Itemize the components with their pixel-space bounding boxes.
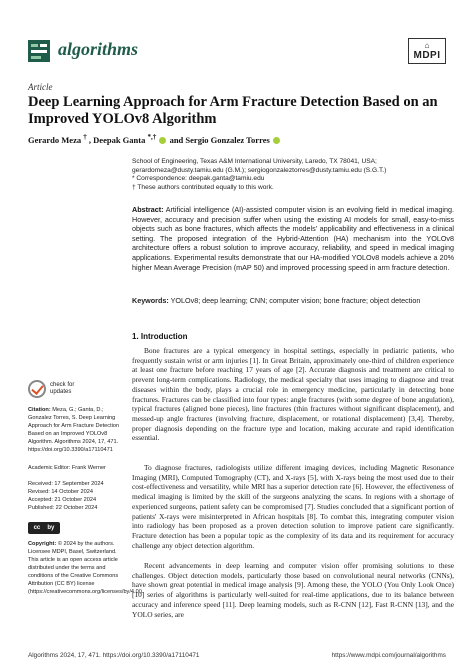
algorithms-logo-icon [28,40,50,62]
check-updates-icon [28,380,46,398]
copyright-block [28,540,144,596]
orcid-icon[interactable] [159,137,166,144]
author-name[interactable]: Deepak Ganta [93,134,146,145]
footer-citation[interactable]: Algorithms 2024, 17, 471. https://doi.org/10.3390/a17110471 [28,652,200,659]
keywords-label: Keywords: [132,296,169,305]
intro-paragraph-2: To diagnose fractures, radiologists utilize different imaging devices, including Magnetic Resonance Imaging (MRI), Computed Tomography (CT), and X-rays [5], with X-rays being the most used due to their cost-effectiveness and versatility, while MRI has a superior detection rate [6]. However, the effectiveness of medical imaging is limited by the skill of the surgeons analyzing the scans. In regions with a shortage of experienced surgeons, patient safety can be compromised [7]. Studies concluded that a significant portion of patients' X-rays were misinterpreted in African hospitals [8]. To combat this, integrating computer vision into radiology has been proposed as a proven detection solution to improve patient care significantly. Fracture detection has been a popular topic as the complexity of its data and its requirement for accuracy challenge any object detection algorithm. [132,463,454,550]
intro-paragraph-3: Recent advancements in deep learning and computer vision offer promising solutions to these challenges. Object detection models, particularly those based on convolutional neural networks (CNNs), have shown great potential in medical image analysis [9]. Among these, the YOLO (You Only Look Once) [10] series of algorithms is particularly well-suited for real-time applications, due to its balance between accuracy and inference speed [11]. Deep learning models, such as R-CNN [12], Fast R-CNN [13], and the YOLO series, are [132,561,454,619]
check-updates-label: check for updates [50,382,75,395]
article-title: Deep Learning Approach for Arm Fracture Detection Based on an Improved YOLOv8 Algorithm [28,94,438,127]
citation-text: Meza, G.; Ganta, D.; Gonzalez Torres, S. Deep Learning Approach for Arm Fracture Detection Based on an Improved YOLOv8 Algorithm. Algorithms 2024, 17, 471. https://doi.org/10.3390/a17110471 [28,407,120,453]
published-date: Published: 22 October 2024 [28,505,98,511]
footer-journal-url[interactable]: https://www.mdpi.com/journal/algorithms [331,652,446,659]
abstract-text: Artificial intelligence (AI)-assisted computer vision is an evolving field in medical imaging. However, accuracy and precision suffer when using the existing AI models for small, easy-to-miss objects such as bone fractures, which affects the models' applicability and effectiveness in a clinical setting. The proposed integration of the Hybrid-Attention (HA) mechanism into the YOLOv8 architecture offers a robust solution to improve accuracy, reliability, and speed in medical imaging applications. Experimental results demonstrate that our HA-modified YOLOv8 models achieve a 20% higher Mean Average Precision (mAP 50) and improved processing speed in arm fracture detection. [132,205,454,272]
author-name[interactable]: Gerardo Meza [28,134,82,145]
received-date: Received: 17 September 2024 [28,481,104,487]
affiliation-line: gerardomeza@dusty.tamiu.edu (G.M.); sergiogonzaleztorres@dusty.tamiu.edu (S.G.T.) [132,166,387,174]
accepted-date: Accepted: 21 October 2024 [28,497,97,503]
author-marks: *,† [147,133,157,141]
page-footer [28,652,446,659]
academic-editor: Academic Editor: Frank Werner [28,465,106,471]
author-list [28,133,281,145]
cc-by-license-badge[interactable] [28,522,60,534]
author-name[interactable]: Sergio Gonzalez Torres [185,134,270,145]
keywords-text: YOLOv8; deep learning; CNN; computer vision; bone fracture; object detection [170,296,421,305]
citation-label: Citation: [28,407,51,413]
copyright-text: © 2024 by the authors. Licensee MDPI, Basel, Switzerland. This article is an open access article distributed under the terms and conditions of the Creative Commons Attribution (CC BY) license (https://creativecommons.org/licenses/by/4.0/). [28,541,144,595]
author-separator: , [88,134,94,145]
intro-paragraph-1: Bone fractures are a typical emergency in hospital settings, especially in pediatric patients, who frequently sustain wrist or arm injuries [1]. In Great Britain, approximately one-third of children experience at least one fracture before reaching 17 years of age [2]. Accurate diagnosis and treatment are critical to prevent long-term complications. Radiology, the medical specialty that uses imaging to diagnose and treat diseases within the body, plays a crucial role in emergency medicine, particularly in detecting bone fractures. Fractures can be classified into four types: angle fractures (with some degree of bone angulation), typical fractures (aligned bone pieces), line fractures (thin fractures without significant displacement), and messed-up angle fractures (involving fracture, displacement, or rotational displacement) [3,4]. Thereby, proper diagnosis depending on the fracture type and location, making accurate and rapid identification essential. [132,346,454,443]
author-marks: † [83,133,87,141]
journal-name[interactable]: algorithms [58,39,139,59]
keywords [132,296,454,306]
by-icon: by [47,525,55,531]
citation-block [28,406,123,454]
check-for-updates-button[interactable] [28,380,74,398]
abstract [132,205,454,272]
section-heading-introduction: 1. Introduction [132,332,188,341]
orcid-icon[interactable] [273,137,280,144]
equal-contribution-note: † These authors contributed equally to this work. [132,183,274,191]
author-separator: and [169,134,186,145]
affiliation-line: School of Engineering, Texas A&M International University, Laredo, TX 78041, USA; [132,158,377,165]
cc-icon: cc [33,525,41,531]
abstract-label: Abstract: [132,205,164,214]
article-type: Article [28,82,53,92]
mdpi-logo[interactable] [408,38,446,64]
mdpi-logo-icon: ⌂ [424,40,430,50]
revised-date: Revised: 14 October 2024 [28,489,93,495]
copyright-label: Copyright: [28,541,57,547]
correspondence-line: * Correspondence: deepak.ganta@tamiu.edu [132,175,265,183]
mdpi-label: MDPI [413,49,441,61]
affiliation-block [132,158,452,192]
